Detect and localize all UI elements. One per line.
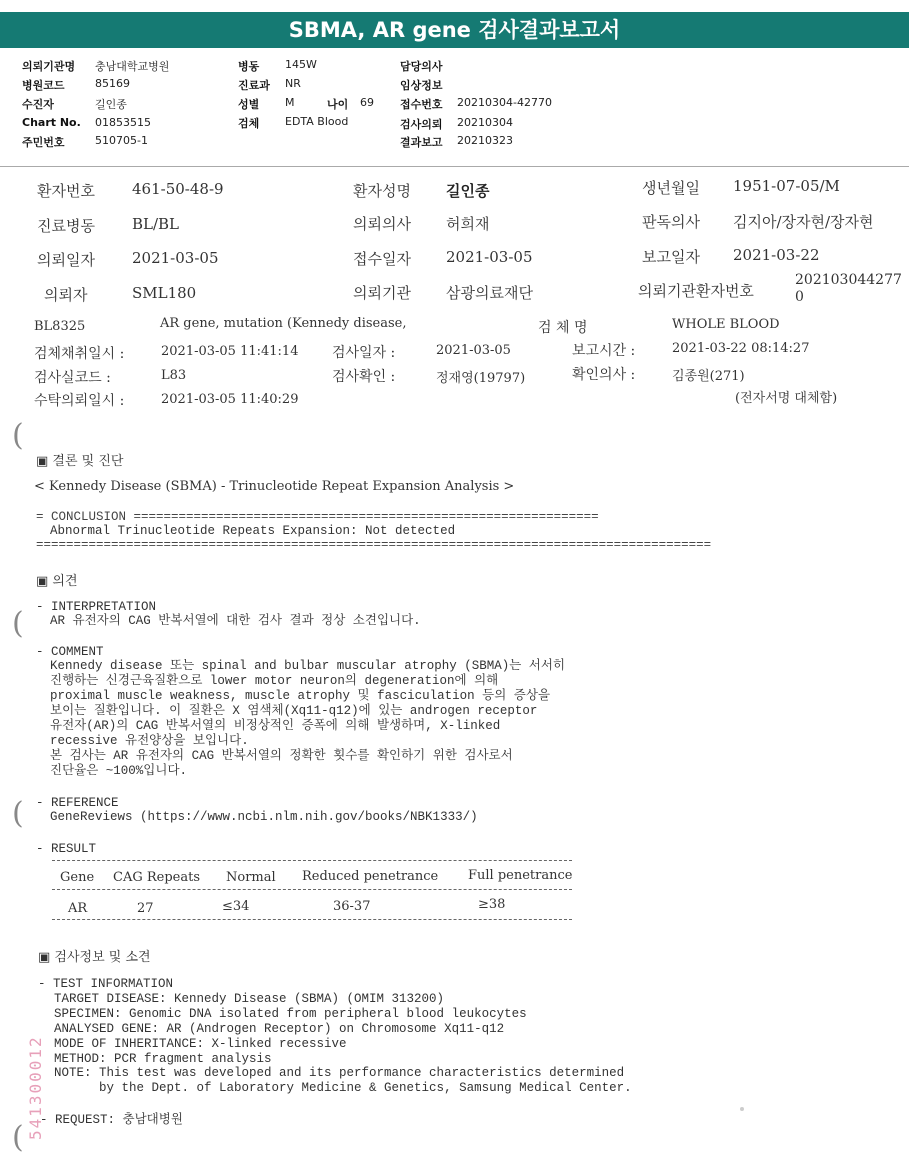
- testinfo-line: NOTE: This test was developed and its performance characteristics determined: [54, 1066, 625, 1080]
- table-cell: 36-37: [333, 899, 371, 914]
- patient-label: 환자성명: [353, 182, 411, 200]
- hdr-value: NR: [285, 77, 301, 90]
- testinfo-line: ANALYSED GENE: AR (Androgen Receptor) on Chromosome Xq11-q12: [54, 1022, 505, 1036]
- patient-label: 의뢰기관: [353, 284, 411, 302]
- binding-mark: (: [12, 606, 24, 641]
- analysis-title: < Kennedy Disease (SBMA) - Trinucleotide Repeat Expansion Analysis >: [34, 479, 515, 494]
- hdr-value: M: [285, 96, 295, 109]
- table-cell: 27: [137, 901, 154, 916]
- checkdoc-label: 확인의사 :: [572, 367, 636, 383]
- hdr-label: 병원코드: [22, 79, 65, 92]
- table-rule: [52, 889, 572, 890]
- table-rule: [52, 860, 572, 861]
- hdr-label: 수진자: [22, 98, 54, 111]
- testinfo-line: TARGET DISEASE: Kennedy Disease (SBMA) (OMIM 313200): [54, 992, 445, 1006]
- esign-note: (전자서명 대체함): [735, 391, 838, 406]
- patient-value: 461-50-48-9: [132, 180, 224, 198]
- patient-value: 허희재: [446, 215, 490, 233]
- patient-label: 의뢰일자: [37, 251, 95, 269]
- binding-mark: (: [12, 796, 24, 831]
- hdr-label: 결과보고: [400, 136, 443, 149]
- patient-label: 보고일자: [642, 248, 700, 266]
- lab-value: L83: [161, 368, 187, 383]
- confirm-label: 검사확인 :: [332, 369, 396, 385]
- patient-label: 의뢰자: [44, 286, 88, 304]
- comment-heading: - COMMENT: [36, 645, 104, 659]
- patient-value: 202103044277: [795, 272, 902, 288]
- table-cell: ≤34: [222, 899, 250, 914]
- testdate-label: 검사일자 :: [332, 345, 396, 361]
- hdr-label: 진료과: [238, 79, 270, 92]
- hdr-value: 85169: [95, 77, 130, 90]
- comment-line: 본 검사는 AR 유전자의 CAG 반복서열의 정확한 횟수를 확인하기 위한 검사로서: [50, 749, 513, 763]
- hdr-value: 20210304: [457, 116, 513, 129]
- speck: [740, 1107, 744, 1111]
- hdr-value: 충남대학교병원: [95, 60, 170, 73]
- patient-value: 1951-07-05/M: [733, 177, 840, 195]
- hdr-value: 길인종: [95, 98, 127, 111]
- table-header: CAG Repeats: [113, 870, 200, 885]
- collect-value: 2021-03-05 11:41:14: [161, 344, 299, 359]
- hdr-label: 의뢰기관명: [22, 60, 76, 73]
- hdr-label: 성별: [238, 98, 260, 111]
- comment-line: 보이는 질환입니다. 이 질환은 X 염색체(Xq11-q12)에 있는 androgen receptor: [50, 704, 538, 718]
- patient-name: 길인종: [446, 182, 490, 200]
- table-cell: AR: [68, 901, 88, 916]
- patient-value: 삼광의료재단: [446, 284, 533, 302]
- testdate-value: 2021-03-05: [436, 343, 511, 358]
- test-name: AR gene, mutation (Kennedy disease,: [160, 316, 407, 331]
- patient-value: 2021-03-22: [733, 246, 820, 264]
- patient-label: 접수일자: [353, 250, 411, 268]
- hdr-label: 접수번호: [400, 98, 443, 111]
- hdr-label: 담당의사: [400, 60, 443, 73]
- patient-label: 판독의사: [642, 213, 700, 231]
- patient-value: 0: [795, 289, 804, 305]
- hdr-label: 검체: [238, 117, 260, 130]
- specimen-label: 검 체 명: [538, 320, 588, 336]
- patient-label: 의뢰기관환자번호: [638, 282, 754, 300]
- hdr-label: 검사의뢰: [400, 118, 443, 131]
- table-rule: [52, 919, 572, 920]
- section-heading: ▣ 검사정보 및 소견: [38, 950, 151, 965]
- confirm-value: 정재영(19797): [436, 371, 526, 386]
- reference-text: GeneReviews (https://www.ncbi.nlm.nih.gov/books/NBK1333/): [50, 810, 478, 824]
- reporttime-label: 보고시간 :: [572, 343, 636, 359]
- header-info: [0, 56, 909, 166]
- hdr-value: 145W: [285, 58, 317, 71]
- report-title: SBMA, AR gene 검사결과보고서: [0, 12, 909, 48]
- test-code: BL8325: [34, 319, 86, 334]
- lab-label: 검사실코드 :: [34, 370, 111, 386]
- request-line: - REQUEST: 충남대병원: [40, 1113, 183, 1127]
- hdr-value: 510705-1: [95, 134, 148, 147]
- hdr-value: 01853515: [95, 116, 151, 129]
- side-stamp: 541300012: [26, 1035, 45, 1140]
- testinfo-line: MODE OF INHERITANCE: X-linked recessive: [54, 1037, 347, 1051]
- table-header: Full penetrance: [468, 868, 573, 883]
- comment-line: 진행하는 신경근육질환으로 lower motor neuron의 degeneration에 의해: [50, 674, 499, 688]
- checkdoc-value: 김종원(271): [672, 369, 745, 384]
- patient-value: SML180: [132, 284, 197, 302]
- patient-value: 2021-03-05: [446, 248, 533, 266]
- binding-mark: (: [12, 418, 24, 453]
- table-header: Gene: [60, 870, 95, 885]
- comment-line: recessive 유전양상을 보입니다.: [50, 734, 249, 748]
- conclusion-header: = CONCLUSION ==============================================================: [36, 510, 599, 524]
- consign-label: 수탁의뢰일시 :: [34, 393, 125, 409]
- binding-mark: (: [12, 1120, 24, 1155]
- section-heading: ▣ 결론 및 진단: [36, 454, 124, 469]
- hdr-label: 주민번호: [22, 136, 65, 149]
- result-heading: - RESULT: [36, 842, 97, 856]
- consign-value: 2021-03-05 11:40:29: [161, 392, 299, 407]
- reporttime-value: 2021-03-22 08:14:27: [672, 341, 810, 356]
- hdr-value: 69: [360, 96, 374, 109]
- interpretation-text: AR 유전자의 CAG 반복서열에 대한 검사 결과 정상 소견입니다.: [50, 614, 421, 628]
- patient-value: BL/BL: [132, 215, 180, 233]
- divider: [0, 166, 909, 167]
- hdr-value: 20210323: [457, 134, 513, 147]
- collect-label: 검체채취일시 :: [34, 346, 125, 362]
- patient-label: 의뢰의사: [353, 215, 411, 233]
- hdr-label: 나이: [327, 98, 349, 111]
- section-heading: ▣ 의견: [36, 574, 78, 589]
- patient-label: 진료병동: [37, 217, 95, 235]
- patient-label: 생년월일: [642, 179, 700, 197]
- testinfo-line: SPECIMEN: Genomic DNA isolated from peripheral blood leukocytes: [54, 1007, 527, 1021]
- patient-label: 환자번호: [37, 182, 95, 200]
- comment-line: Kennedy disease 또는 spinal and bulbar muscular atrophy (SBMA)는 서서히: [50, 659, 566, 673]
- comment-line: 유전자(AR)의 CAG 반복서열의 비정상적인 증폭에 의해 발생하며, X-linked: [50, 719, 501, 733]
- comment-line: proximal muscle weakness, muscle atrophy 및 fasciculation 등의 증상을: [50, 689, 551, 703]
- testinfo-line: by the Dept. of Laboratory Medicine & Genetics, Samsung Medical Center.: [54, 1081, 632, 1095]
- reference-heading: - REFERENCE: [36, 796, 119, 810]
- conclusion-text: Abnormal Trinucleotide Repeats Expansion: Not detected: [50, 524, 456, 538]
- testinfo-line: METHOD: PCR fragment analysis: [54, 1052, 272, 1066]
- comment-line: 진단율은 ~100%입니다.: [50, 764, 188, 778]
- hdr-label: 병동: [238, 60, 260, 73]
- patient-value: 2021-03-05: [132, 249, 219, 267]
- patient-value: 김지아/장자현/장자현: [733, 213, 874, 231]
- interpretation-heading: - INTERPRETATION: [36, 600, 157, 614]
- hdr-value: EDTA Blood: [285, 115, 349, 128]
- table-cell: ≥38: [478, 897, 506, 912]
- hdr-value: 20210304-42770: [457, 96, 552, 109]
- table-header: Reduced penetrance: [302, 869, 439, 884]
- hdr-label: 임상정보: [400, 79, 443, 92]
- specimen-value: WHOLE BLOOD: [672, 317, 780, 332]
- testinfo-heading: - TEST INFORMATION: [38, 977, 174, 991]
- hdr-label: Chart No.: [22, 116, 81, 129]
- conclusion-line: ==========================================================================================: [36, 538, 712, 552]
- table-header: Normal: [226, 870, 276, 885]
